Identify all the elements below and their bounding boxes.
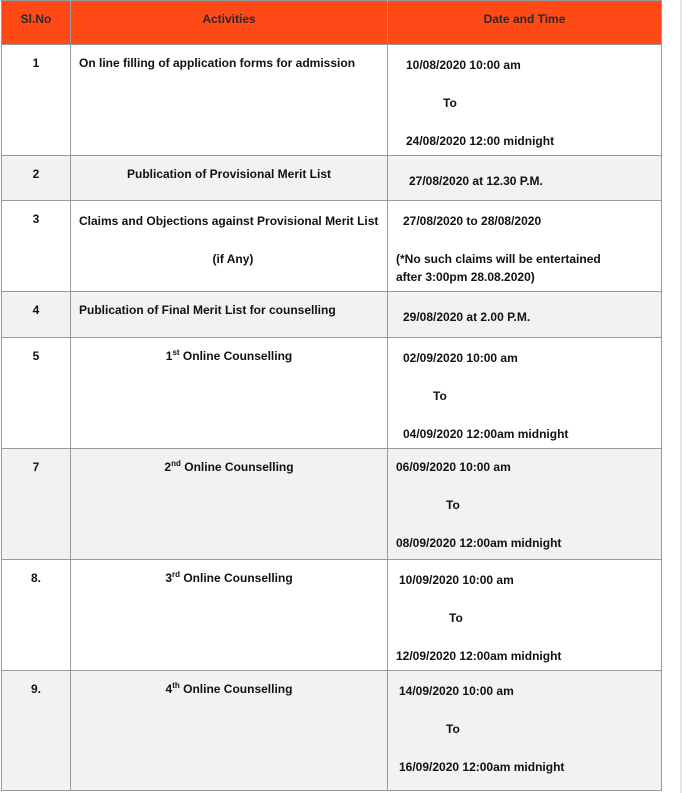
ordinal-suffix: st <box>172 348 180 357</box>
row-date <box>388 156 662 201</box>
activity-note: (if Any) <box>212 252 254 266</box>
counselling-label: Online Counselling <box>184 460 294 474</box>
row-activity: On line filling of application forms for admission <box>71 45 388 156</box>
row-date <box>388 449 662 560</box>
table-row <box>2 156 662 201</box>
row-date <box>388 45 662 156</box>
activity-text: Claims and Objections against Provisional Merit List <box>79 214 379 228</box>
row-slno: 8. <box>2 560 71 671</box>
row-activity: Publication of Provisional Merit List <box>71 156 388 201</box>
row-slno: 9. <box>2 671 71 791</box>
date-until: 04/09/2020 12:00am midnight <box>403 427 569 441</box>
date-from: 06/09/2020 10:00 am <box>396 460 511 474</box>
table-row <box>2 292 662 338</box>
row-activity: Publication of Final Merit List for counselling <box>71 292 388 338</box>
ordinal-suffix: nd <box>171 459 181 468</box>
date-to: To <box>433 389 447 403</box>
row-slno: 4 <box>2 292 71 338</box>
counselling-number: 3 <box>165 571 172 585</box>
counselling-label: Online Counselling <box>183 682 293 696</box>
row-slno: 2 <box>2 156 71 201</box>
date-until: 08/09/2020 12:00am midnight <box>396 536 562 550</box>
date-from: 02/09/2020 10:00 am <box>403 351 518 365</box>
date-to: To <box>446 498 460 512</box>
date-to: To <box>446 722 460 736</box>
table-row <box>2 338 662 449</box>
row-activity <box>71 338 388 449</box>
table-row <box>2 45 662 156</box>
ordinal-suffix: rd <box>172 570 180 579</box>
date-range: 27/08/2020 to 28/08/2020 <box>403 214 542 228</box>
header-date-time: Date and Time <box>388 1 662 45</box>
row-slno: 3 <box>2 201 71 292</box>
row-date <box>388 671 662 791</box>
date-from: 10/08/2020 10:00 am <box>406 58 521 72</box>
date-to: To <box>443 96 457 110</box>
row-date <box>388 292 662 338</box>
header-activities: Activities <box>71 1 388 45</box>
date-from: 10/09/2020 10:00 am <box>399 573 514 587</box>
date-until: 24/08/2020 12:00 midnight <box>406 134 555 148</box>
counselling-label: Online Counselling <box>182 349 293 363</box>
claims-note-line1: (*No such claims will be entertained <box>396 252 601 266</box>
counselling-number: 2 <box>164 460 172 474</box>
date-until: 16/09/2020 12:00am midnight <box>399 760 565 774</box>
row-slno: 7 <box>2 449 71 560</box>
table-row <box>2 201 662 292</box>
row-date <box>388 338 662 449</box>
date-until: 12/09/2020 12:00am midnight <box>396 649 562 663</box>
row-activity <box>71 201 388 292</box>
counselling-number: 1 <box>165 349 173 363</box>
schedule-table <box>1 0 662 791</box>
table-row <box>2 671 662 791</box>
row-activity <box>71 671 388 791</box>
table-row <box>2 449 662 560</box>
counselling-label: Online Counselling <box>183 571 293 585</box>
row-slno: 5 <box>2 338 71 449</box>
row-activity <box>71 560 388 671</box>
counselling-number: 4 <box>165 682 173 696</box>
table-row <box>2 560 662 671</box>
date-to: To <box>449 611 463 625</box>
claims-note-line2: after 3:00pm 28.08.2020) <box>396 270 535 284</box>
header-slno: Sl.No <box>2 1 71 45</box>
ordinal-suffix: th <box>172 681 180 690</box>
row-date <box>388 201 662 292</box>
date-single: 29/08/2020 at 2.00 P.M. <box>403 310 531 324</box>
row-activity <box>71 449 388 560</box>
date-from: 14/09/2020 10:00 am <box>399 684 514 698</box>
row-date <box>388 560 662 671</box>
date-single: 27/08/2020 at 12.30 P.M. <box>409 174 543 188</box>
header-row <box>2 1 662 45</box>
row-slno: 1 <box>2 45 71 156</box>
